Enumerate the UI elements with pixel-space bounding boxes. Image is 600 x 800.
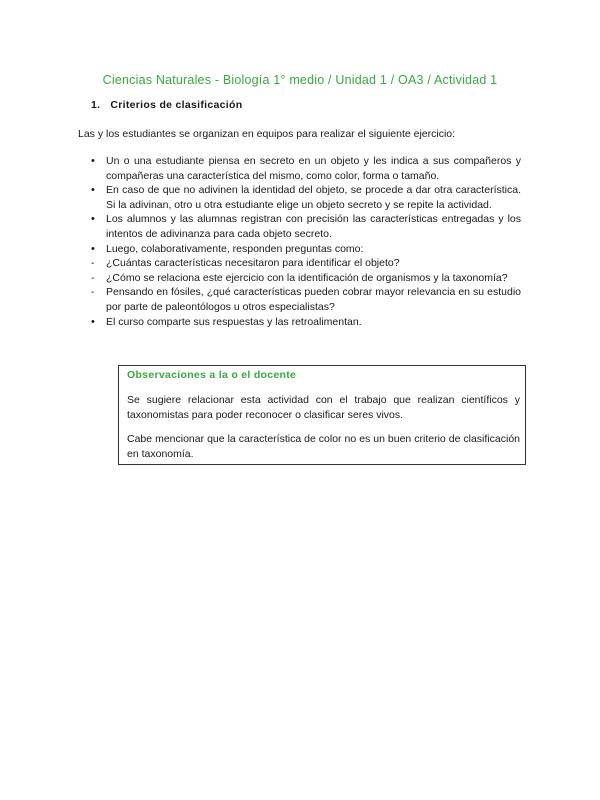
teacher-notes-title: Observaciones a la o el docente — [127, 369, 297, 381]
question-item: - ¿Cuántas características necesitaron para identificar el objeto? — [91, 256, 521, 271]
section-number: 1. — [91, 99, 101, 111]
activity-step-text: Luego, colaborativamente, responden preguntas como: — [106, 242, 364, 255]
activity-step-with-questions — [91, 242, 521, 315]
activity-step: • En caso de que no adivinen la identidad del objeto, se procede a dar otra característica. Si la adivinan, otro u otra estudiante elige un objeto secreto y se repite la actividad. — [91, 183, 521, 212]
activity-content — [91, 154, 521, 329]
activity-steps-list — [91, 154, 521, 329]
teacher-note-paragraph: Cabe mencionar que la característica de color no es un buen criterio de clasificación en taxonomía. — [127, 433, 520, 460]
activity-step: • Los alumnos y las alumnas registran con precisión las características entregadas y los intentos de adivinanza para cada objeto secreto. — [91, 212, 521, 241]
question-item: - Pensando en fósiles, ¿qué características pueden cobrar mayor relevancia en su estudio por parte de paleontólogos u otros especialistas? — [91, 285, 521, 314]
page-breadcrumb-header: Ciencias Naturales - Biología 1° medio / Unidad 1 / OA3 / Actividad 1 — [102, 73, 498, 87]
section-heading — [91, 99, 242, 111]
questions-list — [91, 256, 521, 314]
question-item: - ¿Cómo se relaciona este ejercicio con la identificación de organismos y la taxonomía? — [91, 271, 521, 286]
teacher-note-paragraph: Se sugiere relacionar esta actividad con el trabajo que realizan científicos y taxonomistas para poder reconocer o clasificar seres vivos. — [127, 394, 520, 421]
teacher-notes-box — [118, 365, 526, 465]
teacher-notes-body — [127, 393, 520, 471]
intro-paragraph: Las y los estudiantes se organizan en equipos para realizar el siguiente ejercicio: — [78, 128, 456, 140]
activity-step: • El curso comparte sus respuestas y las retroalimentan. — [91, 315, 521, 330]
activity-step: • Un o una estudiante piensa en secreto en un objeto y les indica a sus compañeros y compañeras una característica del mismo, como color, forma o tamaño. — [91, 154, 521, 183]
section-title: Criterios de clasificación — [110, 99, 243, 111]
questions-wrapper — [91, 256, 521, 314]
